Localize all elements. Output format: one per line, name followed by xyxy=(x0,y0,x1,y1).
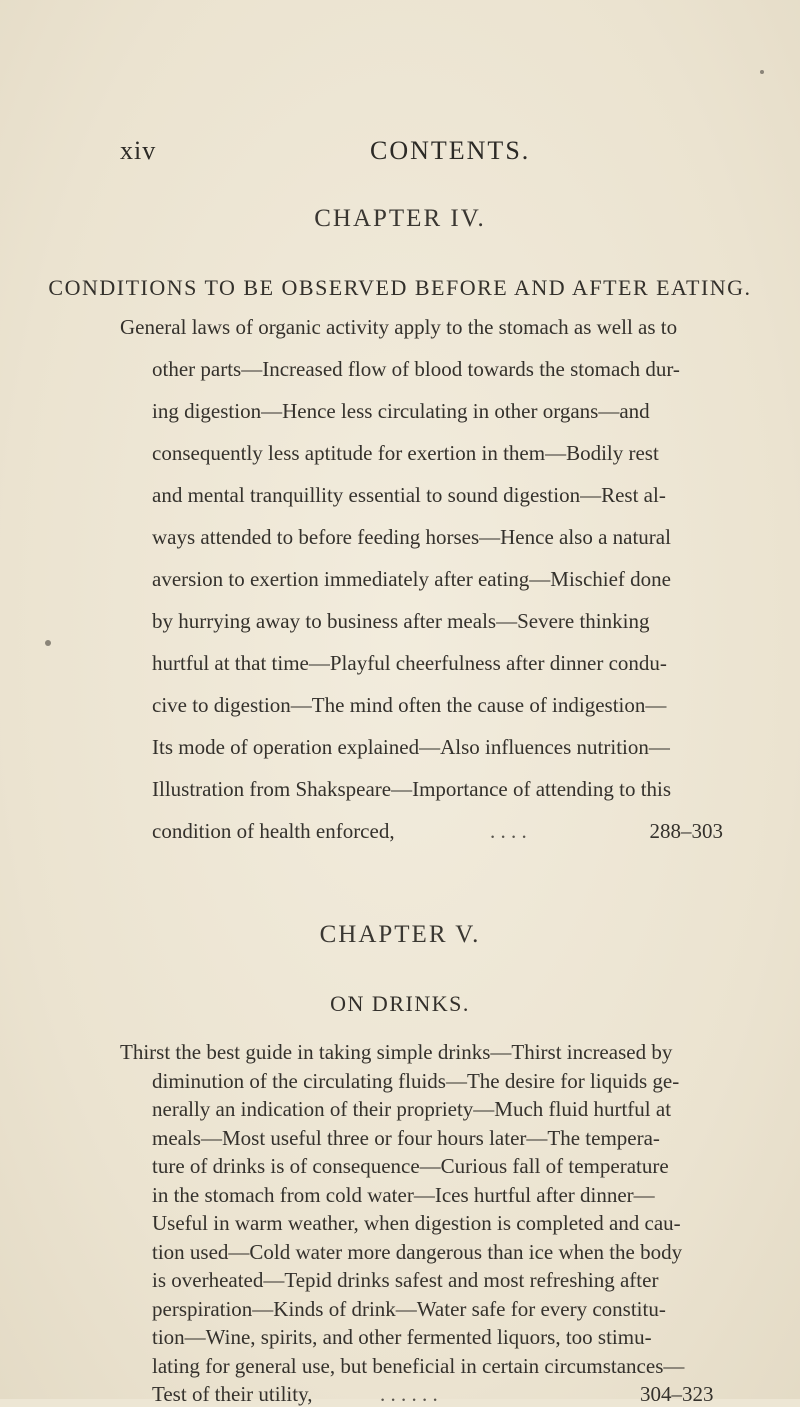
summary-line: meals—Most useful three or four hours later—The tempera- xyxy=(152,1125,660,1150)
summary-line: diminution of the circulating fluids—The desire for liquids ge- xyxy=(152,1068,680,1093)
summary-line: perspiration—Kinds of drink—Water safe for every constitu- xyxy=(152,1296,666,1321)
summary-line: General laws of organic activity apply to the stomach as well as to xyxy=(120,315,678,339)
summary-line: nerally an indication of their propriety—Much fluid hurtful at xyxy=(152,1097,672,1121)
running-head: CONTENTS. xyxy=(370,136,531,165)
page-header xyxy=(120,136,720,176)
summary-line: ways attended to before feeding horses—Hence also a natural xyxy=(152,525,671,549)
chapter-title: ON DRINKS. xyxy=(330,991,470,1016)
summary-line: consequently less aptitude for exertion in them—Bodily rest xyxy=(152,441,659,465)
summary-line: in the stomach from cold water—Ices hurtful after dinner— xyxy=(152,1182,655,1207)
summary-line: Useful in warm weather, when digestion is completed and cau- xyxy=(152,1211,681,1235)
summary-line: tion used—Cold water more dangerous than ice when the body xyxy=(152,1239,683,1264)
page-range: 288–303 xyxy=(649,819,723,843)
chapter-summary xyxy=(120,315,723,855)
chapter-title: CONDITIONS TO BE OBSERVED BEFORE AND AFTER EATING. xyxy=(48,275,752,300)
summary-line: condition of health enforced, xyxy=(152,819,395,843)
summary-line: by hurrying away to business after meals—Severe thinking xyxy=(152,609,650,633)
chapter-heading: CHAPTER IV. xyxy=(314,205,486,232)
dot-leader: . . . . . . xyxy=(380,1382,438,1406)
summary-line: hurtful at that time—Playful cheerfulness after dinner condu- xyxy=(152,651,667,675)
summary-line: other parts—Increased flow of blood towards the stomach dur- xyxy=(152,357,680,381)
page-range: 304–323 xyxy=(640,1382,714,1406)
summary-line: cive to digestion—The mind often the cause of indigestion— xyxy=(152,693,667,717)
summary-line: Its mode of operation explained—Also influences nutrition— xyxy=(152,735,670,759)
summary-line: lating for general use, but beneficial in certain circumstances— xyxy=(152,1353,685,1378)
page-number: xiv xyxy=(120,136,157,165)
summary-line: Test of their utility, xyxy=(152,1382,313,1406)
dot-leader: . . . . xyxy=(490,819,527,843)
summary-line: and mental tranquillity essential to sound digestion—Rest al- xyxy=(152,483,666,507)
summary-line: ture of drinks is of consequence—Curious fall of temperature xyxy=(152,1154,669,1178)
chapter-heading: CHAPTER V. xyxy=(319,921,481,948)
summary-line: Illustration from Shakspeare—Importance of attending to this xyxy=(152,777,672,801)
summary-line: ing digestion—Hence less circulating in other organs—and xyxy=(152,399,650,423)
summary-line: aversion to exertion immediately after eating—Mischief done xyxy=(152,567,671,591)
summary-line: is overheated—Tepid drinks safest and most refreshing after xyxy=(152,1268,659,1292)
summary-line: Thirst the best guide in taking simple drinks—Thirst increased by xyxy=(120,1040,673,1064)
paper-speck xyxy=(45,640,51,646)
summary-line: tion—Wine, spirits, and other fermented liquors, too stimu- xyxy=(152,1325,652,1349)
paper-speck xyxy=(760,70,764,74)
